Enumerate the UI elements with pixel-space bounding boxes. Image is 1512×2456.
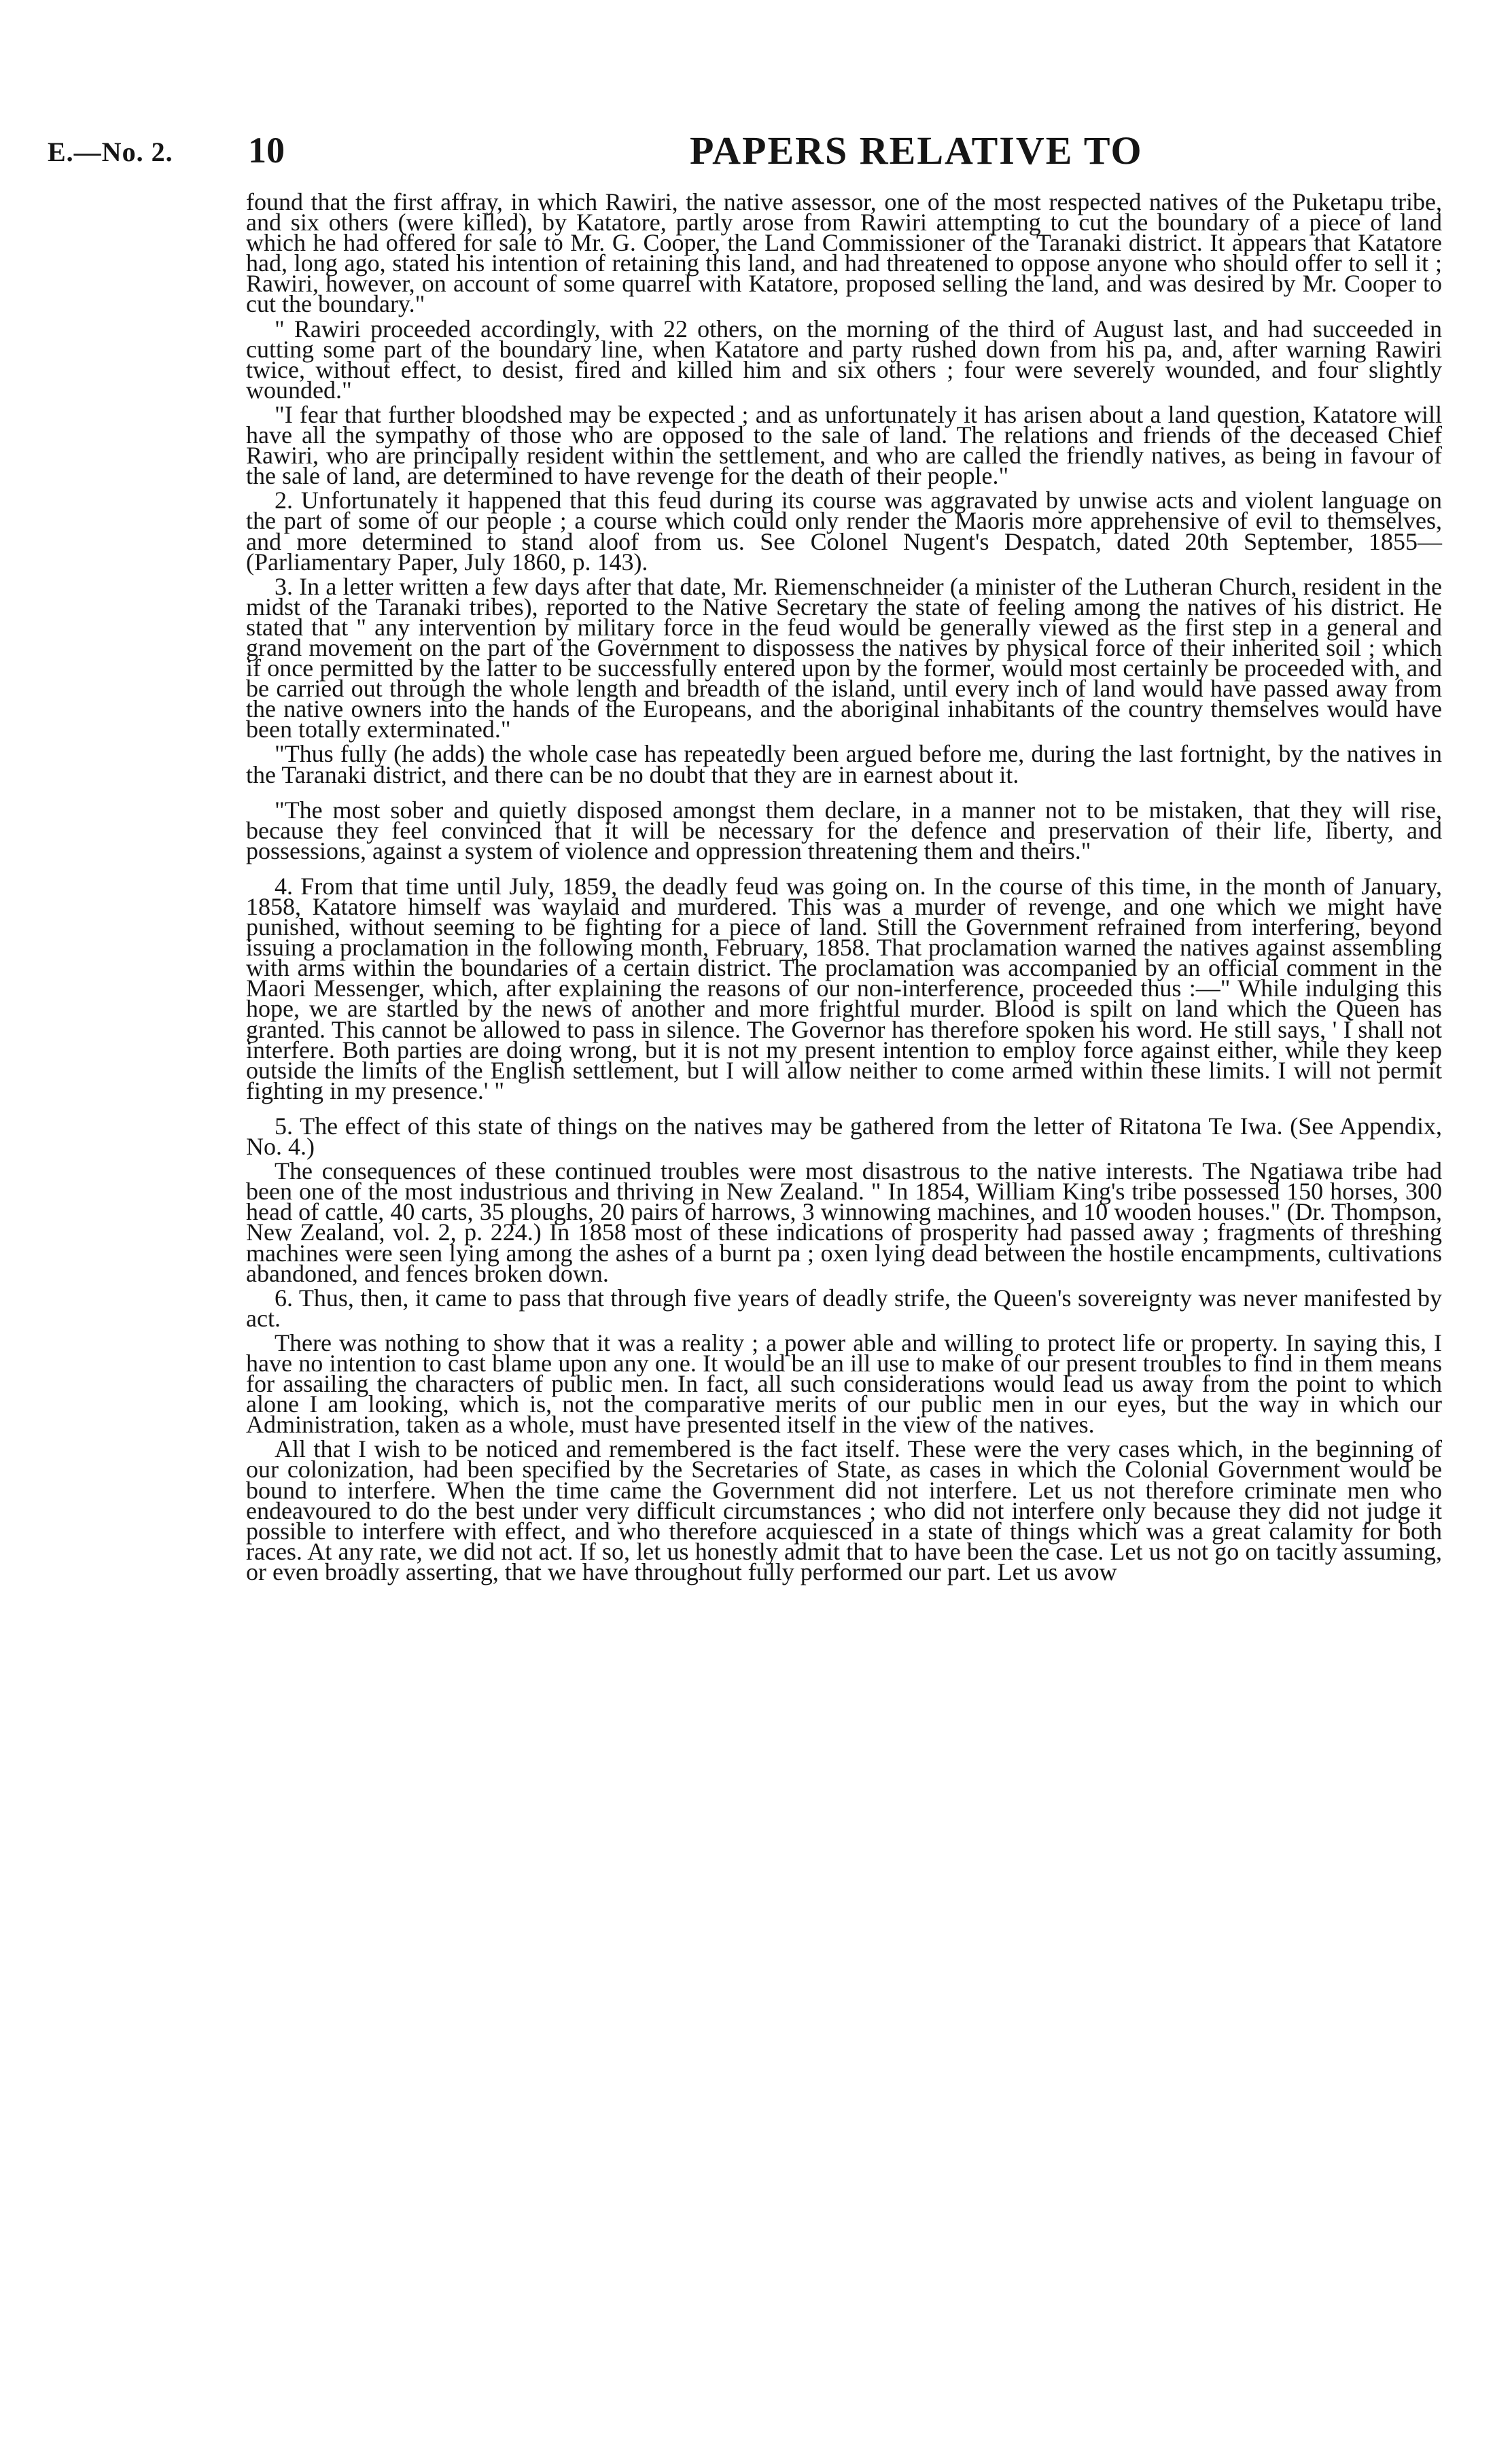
paragraph-5: 5. The effect of this state of things on the natives may be gathered from the letter of Ritatona Te Iwa. (See Appendix, No. 4.) (246, 1112, 1442, 1161)
paragraph-quote-rawiri: " Rawiri proceeded accordingly, with 22 others, on the morning of the third of August last, and had succeeded in cutting some part of the boundary line, when Katatore and party rushed down from his pa, and, after warning Rawiri twice, without effect, to desist, fired and killed him and six others ; four were severely wounded, and four slightly wounded." (246, 315, 1442, 404)
paragraph-2: 2. Unfortunately it happened that this feud during its course was aggravated by unwise acts and violent language on the part of some of our people ; a course which could only render the Maoris more apprehensive of evil to themselves, and more determined to stand aloof from us. See Colonel Nugent's Despatch, dated 20th September, 1855—(Parliamentary Paper, July 1860, p. 143). (246, 487, 1442, 576)
paragraph-quote-fortnight: "Thus fully (he adds) the whole case has repeatedly been argued before me, during the last fortnight, by the natives in the Taranaki district, and there can be no doubt that they are in earnest about it. (246, 740, 1442, 788)
paragraph-continuation: found that the first affray, in which Rawiri, the native assessor, one of the most respected natives of the Puketapu tribe, and six others (were killed), by Katatore, partly arose from Rawiri attempting to cut the boundary of a piece of land which he had offered for sale to Mr. G. Cooper, the Land Commissioner of the Taranaki district. It appears that Katatore had, long ago, stated his intention of retaining this land, and had threatened to oppose anyone who should offer to sell it ; Rawiri, however, on account of some quarrel with Katatore, proposed selling the land, and was desired by Mr. Cooper to cut the boundary." (246, 188, 1442, 318)
body-text (246, 188, 1442, 1585)
paragraph-consequences: The consequences of these continued troubles were most disastrous to the native interests. The Ngatiawa tribe had been one of the most industrious and thriving in New Zealand. " In 1854, William King's tribe possessed 150 horses, 300 head of cattle, 40 carts, 35 ploughs, 20 pairs of harrows, 3 winnowing machines, and 10 wooden houses." (Dr. Thompson, New Zealand, vol. 2, p. 224.) In 1858 most of these indications of prosperity had passed away ; fragments of threshing machines were seen lying among the ashes of a burnt pa ; oxen lying dead between the hostile encampments, cultivations abandoned, and fences broken down. (246, 1157, 1442, 1287)
paragraph-quote-bloodshed: "I fear that further bloodshed may be expected ; and as unfortunately it has arisen about a land question, Katatore will have all the sympathy of those who are opposed to the sale of land. The relations and friends of the deceased Chief Rawiri, who are principally resident within the settlement, and who are called the friendly natives, as being in favour of the sale of land, are determined to have revenge for the death of their people." (246, 400, 1442, 490)
page-header (41, 128, 1481, 175)
paragraph-3: 3. In a letter written a few days after that date, Mr. Riemenschneider (a minister of the Lutheran Church, resident in the midst of the Taranaki tribes), reported to the Native Secretary the state of feeling among the natives of his district. He stated that " any intervention by military force in the feud would be generally viewed as the first step in a general and grand movement on the part of the Government to dispossess the natives by physical force of their inherited soil ; which if once permitted by the latter to be successfully entered upon by the former, would most certainly be proceeded with, and be carried out through the whole length and breadth of the island, until every inch of land would have passed away from the native owners into the hands of the Europeans, and the aboriginal inhabitants of the country themselves would have been totally exterminated." (246, 572, 1442, 743)
paragraph-all-that-i-wish: All that I wish to be noticed and remembered is the fact itself. These were the very cases which, in the beginning of our colonization, had been specified by the Secretaries of State, as cases in which the Colonial Government would be bound to interfere. When the time came the Government did not interfere. Let us not therefore criminate men who endeavoured to do the best under very difficult circumstances ; who did not interfere only because they did not judge it possible to interfere with effect, and who therefore acquiesced in a state of things which was a great calamity for both races. At any rate, we did not act. If so, let us honestly admit that to have been the case. Let us not go on tacitly assuming, or even broadly asserting, that we have throughout fully performed our part. Let us avow (246, 1435, 1442, 1585)
page-number: 10 (248, 130, 285, 171)
running-title: PAPERS RELATIVE TO (690, 128, 1143, 173)
paragraph-6: 6. Thus, then, it came to pass that through five years of deadly strife, the Queen's sovereignty was never manifested by act. (246, 1284, 1442, 1332)
paragraph-quote-sober: "The most sober and quietly disposed amongst them declare, in a manner not to be mistaken, that they will rise, because they feel convinced that it will be necessary for the defence and preservation of their life, liberty, and possessions, against a system of violence and oppression threatening them and theirs." (246, 796, 1442, 864)
document-reference: E.—No. 2. (48, 137, 173, 167)
paragraph-4: 4. From that time until July, 1859, the deadly feud was going on. In the course of this time, in the month of January, 1858, Katatore himself was waylaid and murdered. This was a murder of revenge, and one which we might have punished, without seeming to be fighting for a piece of land. Still the Government refrained from interfering, beyond issuing a proclamation in the following month, February, 1858. That proclamation warned the natives against assembling with arms within the boundaries of a certain district. The proclamation was accompanied by an official comment in the Maori Messenger, which, after explaining the reasons of our non-interference, proceeded thus :—" While indulging this hope, we are startled by the news of another and more frightful murder. Blood is spilt on land which the Queen has granted. This cannot be allowed to pass in silence. The Governor has therefore spoken his word. He still says, ' I shall not interfere. Both parties are doing wrong, but it is not my present intention to employ force against either, while they keep outside the limits of the English settlement, but I will allow neither to come armed within these limits. I will not permit fighting in my presence.' " (246, 872, 1442, 1104)
paragraph-nothing-to-show: There was nothing to show that it was a reality ; a power able and willing to protect life or property. In saying this, I have no intention to cast blame upon any one. It would be an ill use to make of our present troubles to find in them means for assailing the characters of public men. In fact, all such considerations would lead us away from the point to which alone I am looking, which is, not the comparative merits of our public men in our eyes, but the way in which our Administration, taken as a whole, must have presented itself in the view of the natives. (246, 1329, 1442, 1439)
